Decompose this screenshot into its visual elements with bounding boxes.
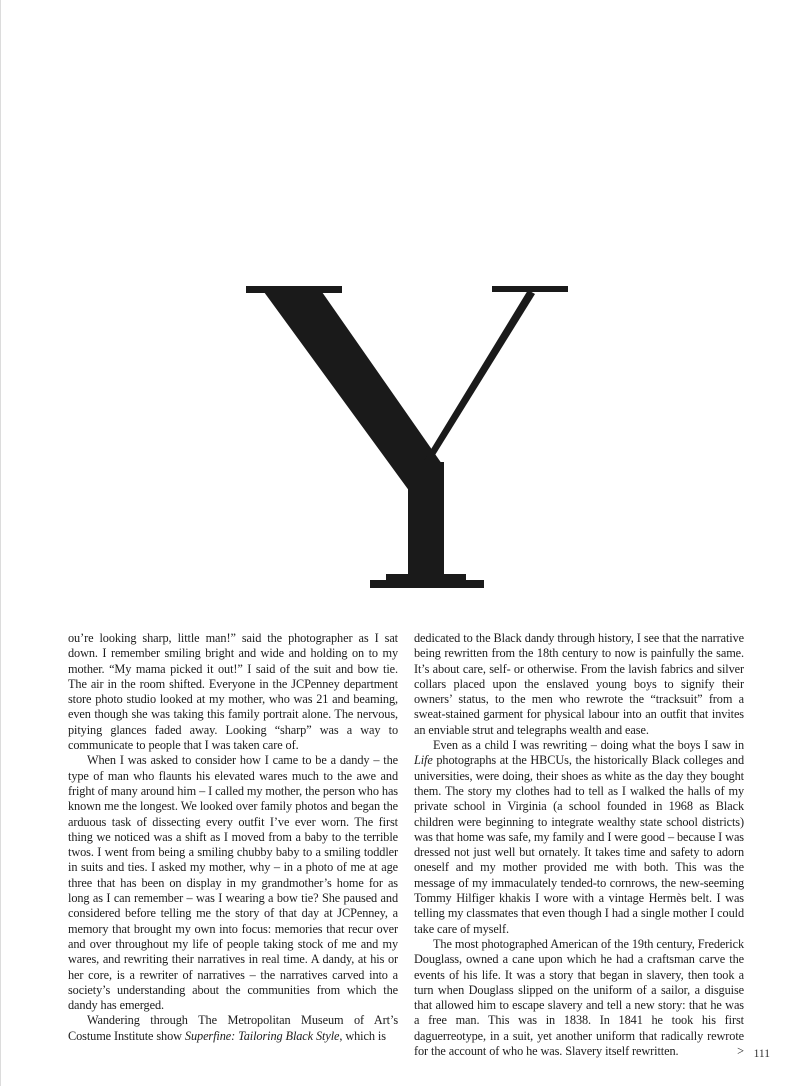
paragraph-douglass: The most photographed American of the 19th century, Frederick Douglass, owned a cane upon which he had a craftsman carve the events of his life. It was a story that began in slavery, then took a turn when Douglass slipped on the uniform of a sailor, a disguise that allowed him to escape slavery and tell a new story: that he was a free man. This was in 1838. In 1841 he took his first daguerreotype, in a suit, yet another uniform that radically rewrote for the account of who he was. Slavery itself rewritten. >: [414, 936, 744, 1059]
continue-arrow: >: [737, 1044, 744, 1059]
paragraph-rewriting: Even as a child I was rewriting – doing what the boys I saw in Life photographs at the HBCUs, the historically Black colleges and universities, were doing, their shoes as white as the day they bought them. The story my clothes had to tell as I walked the halls of my private school in Virginia (a school founded in 1968 as Black children were beginning to integrate wealthy state school districts) was that home was safe, my family and I were good – because I was dressed not just well but ornately. It takes time and safety to adorn oneself and my mother provided me with both. This was the message of my immaculately tended-to cornrows, the new-seeming Tommy Hilfiger khakis I wore with a vintage Hermès belt. I was telling my classmates that even though I had a single mother I could take care of myself.: [414, 738, 744, 936]
exhibit-title: Superfine: Tailoring Black Style: [184, 1028, 340, 1043]
article-column-left: [68, 631, 398, 1044]
page-edge-rule: [0, 0, 1, 1086]
page-number: 111: [753, 1048, 770, 1060]
paragraph-met-exhibit: Wandering through The Metropolitan Museum of Art’s Costume Institute show Superfine: Tailoring Black Style, which is: [68, 1013, 398, 1043]
paragraph-opening: ou’re looking sharp, little man!” said the photographer as I sat down. I remember smiling bright and wide and holding on to my mother. “My mama picked it out!” I said of the suit and bow tie. The air in the room shifted. Everyone in the JCPenney department store photo studio looked at my mother, who was 21 and beaming, even though she was taking this family portrait alone. The nervous, pitying glances faded away. Looking “sharp” was a way to communicate to people that I was taken care of.: [68, 631, 398, 753]
article-column-right: [414, 631, 744, 1059]
drop-cap-glyph: [246, 286, 568, 588]
drop-cap: [246, 286, 568, 588]
paragraph-dandy: When I was asked to consider how I came to be a dandy – the type of man who flaunts his elevated wares much to the awe and fright of many around him – I called my mother, the person who has known me the longest. We looked over family photos and began the arduous task of dissecting every outfit I’ve ever worn. The first thing we noticed was a shift as I moved from a baby to the terrible twos. I went from being a smiling chubby baby to a smiling toddler in suits and ties. I asked my mother, why – in a photo of me at age three that has been on display in my grandmother’s home for as long as I can remember – was I wearing a bow tie? She paused and considered before telling me the story of that day at JCPenney, a memory that brought my own into focus: memories that recur over and over throughout my life of people taking stock of me and my wares, and rewriting their narratives in real time. A dandy, at his or her core, is a rewriter of narratives – the narratives carved into a society’s understanding about the communities from which the dandy has emerged.: [68, 753, 398, 1013]
magazine-title: Life: [414, 753, 433, 768]
paragraph-care: dedicated to the Black dandy through history, I see that the narrative being rewritten from the 18th century to now is painfully the same. It’s about care, self- or otherwise. From the lavish fabrics and silver collars placed upon the enslaved young boys to signify their owners’ status, to the men who rewrote the “tracksuit” from a sweat-stained garment for physical labour into an outfit that invites an enviable strut and telegraphs wealth and ease.: [414, 631, 744, 737]
